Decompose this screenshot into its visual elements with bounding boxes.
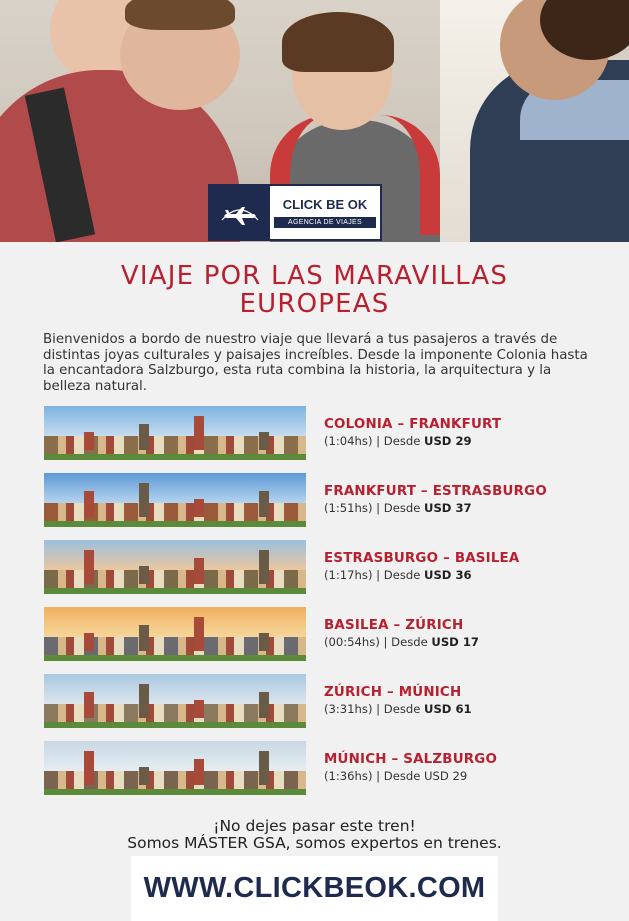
route-separator: | Desde xyxy=(372,434,425,448)
route-info xyxy=(324,635,479,649)
title-line-1: VIAJE POR LAS MARAVILLAS xyxy=(120,261,509,291)
route-name: ESTRASBURGO – BASILEA xyxy=(324,551,520,566)
route-separator: | Desde xyxy=(372,769,425,783)
route-item xyxy=(44,473,604,527)
route-info xyxy=(324,702,472,716)
route-item xyxy=(44,674,604,728)
title-line-2: EUROPEAS xyxy=(239,289,390,319)
route-photo xyxy=(44,473,306,527)
website-link[interactable]: WWW.CLICKBEOK.COM xyxy=(131,856,498,921)
route-price: USD 37 xyxy=(424,501,472,515)
brand-logo xyxy=(208,184,382,241)
route-price: USD 17 xyxy=(431,635,479,649)
route-info xyxy=(324,769,467,783)
brand-tagline: AGENCIA DE VIAJES xyxy=(274,217,376,228)
plane-logo-icon xyxy=(210,186,270,239)
route-photo xyxy=(44,674,306,728)
route-name: COLONIA – FRANKFURT xyxy=(324,417,502,432)
route-name: ZÚRICH – MÚNICH xyxy=(324,685,462,700)
route-item xyxy=(44,741,604,795)
route-name: BASILEA – ZÚRICH xyxy=(324,618,464,633)
cta-text xyxy=(0,818,629,852)
cta-line-1: ¡No dejes pasar este tren! xyxy=(213,817,416,835)
route-separator: | Desde xyxy=(379,635,432,649)
route-separator: | Desde xyxy=(372,702,425,716)
brand-name: CLICK BE OK xyxy=(282,197,368,212)
route-photo xyxy=(44,741,306,795)
route-photo xyxy=(44,607,306,661)
intro-paragraph: Bienvenidos a bordo de nuestro viaje que llevará a tus pasajeros a través de distintas joyas culturales y paisajes increíbles. Desde la imponente Colonia hasta la encantadora Salzburgo, esta ruta combina la historia, la arquitectura y la belleza natural. xyxy=(43,332,588,394)
route-item xyxy=(44,406,604,460)
route-separator: | Desde xyxy=(372,501,425,515)
route-photo xyxy=(44,540,306,594)
page-title xyxy=(0,262,629,318)
route-separator: | Desde xyxy=(372,568,425,582)
route-info xyxy=(324,434,472,448)
route-duration: (1:04hs) xyxy=(324,434,373,448)
cta-line-2: Somos MÁSTER GSA, somos expertos en trenes. xyxy=(127,834,502,852)
route-name: FRANKFURT – ESTRASBURGO xyxy=(324,484,547,499)
route-duration: (3:31hs) xyxy=(324,702,373,716)
route-photo xyxy=(44,406,306,460)
route-duration: (1:17hs) xyxy=(324,568,373,582)
route-price: USD 29 xyxy=(424,434,472,448)
route-item xyxy=(44,540,604,594)
route-price: USD 61 xyxy=(424,702,472,716)
route-info xyxy=(324,568,472,582)
route-duration: (00:54hs) xyxy=(324,635,380,649)
route-duration: (1:36hs) xyxy=(324,769,373,783)
route-price: USD 29 xyxy=(424,769,468,783)
route-duration: (1:51hs) xyxy=(324,501,373,515)
route-price: USD 36 xyxy=(424,568,472,582)
route-item xyxy=(44,607,604,661)
route-name: MÚNICH – SALZBURGO xyxy=(324,752,498,767)
route-info xyxy=(324,501,472,515)
